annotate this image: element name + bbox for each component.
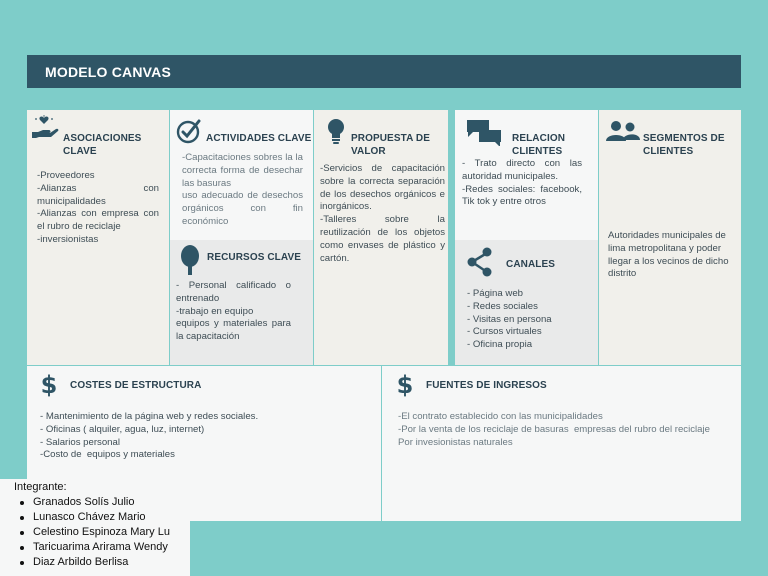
share-icon [466,247,494,277]
team-member: Celestino Espinoza Mary Lu [14,525,190,540]
recursos-text: - Personal calificado o entrenado -trabajo en equipo equipos y materiales para la capacitación [176,280,294,343]
team-member: Taricuarima Arirama Wendy [14,540,190,555]
canales-text: - Página web - Redes sociales - Visitas en persona - Cursos virtuales - Oficina propia [467,288,552,351]
relacion-text: - Trato directo con las autoridad municipales. -Redes sociales: facebook, Tik tok y entre otros [462,158,585,208]
team-member: Lunasco Chávez Mario [14,510,190,525]
chat-bubbles-icon [465,118,503,146]
tree-icon [179,245,201,277]
check-circle-icon [176,119,202,145]
canales-title: CANALES [506,259,556,270]
actividades-text: -Capacitaciones sobres la la correcta forma de desechar las basuras uso adecuado de desechos orgánicos con fin económico [182,152,306,227]
fuentes-title: FUENTES DE INGRESOS [426,380,547,391]
recursos-title: RECURSOS CLAVE [207,252,302,263]
propuesta-title: PROPUESTA DE VALOR [351,133,430,157]
team-members-box [0,479,190,576]
dollar-icon [39,372,59,398]
segmentos-title: SEGMENTOS DE CLIENTES [643,133,725,157]
propuesta-valor-section [314,110,448,365]
relacion-clientes-section [455,110,598,240]
page-title: MODELO CANVAS [45,63,172,80]
hand-heart-icon [30,115,60,143]
asociaciones-text: -Proveedores -Alianzas con municipalidades -Alianzas con empresa con el rubro de reciclaje -inversionistas [37,170,162,245]
team-list [14,495,190,570]
segmentos-text: Autoridades municipales de lima metropolitana y poder llegar a los vecinos de dicho distrito [608,230,732,280]
actividades-clave-section [170,110,313,240]
canales-section [455,240,598,365]
lightbulb-icon [326,118,346,146]
fuentes-ingresos-section [382,366,741,521]
canvas-header [27,55,741,88]
dollar-icon [395,372,415,398]
team-member: Diaz Arbildo Berlisa [14,555,190,570]
fuentes-text: -El contrato establecido con las municipalidades -Por la venta de los reciclaje de basuras empresas del rubro del reciclaje Por invesionistas naturales [398,411,710,448]
relacion-title: RELACION CLIENTES [512,133,566,157]
svg-text:$: $ [396,372,414,398]
segmentos-clientes-section [599,110,741,365]
propuesta-text: -Servicios de capacitación sobre la correcta separación de los desechos orgánicos e inorgánicos. -Talleres sobre la reutilización de los objetos como envases de plástico y cartón. [320,163,448,264]
asociaciones-clave-section [27,110,169,365]
recursos-clave-section [170,240,313,365]
team-member: Granados Solís Julio [14,495,190,510]
users-icon [605,120,641,144]
svg-text:$: $ [40,372,58,398]
team-label: Integrante: [14,481,67,493]
actividades-title: ACTIVIDADES CLAVE [206,133,312,144]
costes-title: COSTES DE ESTRUCTURA [70,380,202,391]
asociaciones-title: ASOCIACIONES CLAVE [63,133,142,157]
costes-text: - Mantenimiento de la página web y redes sociales. - Oficinas ( alquiler, agua, luz, internet) - Salarios personal -Costo de equipos y materiales [40,411,259,461]
